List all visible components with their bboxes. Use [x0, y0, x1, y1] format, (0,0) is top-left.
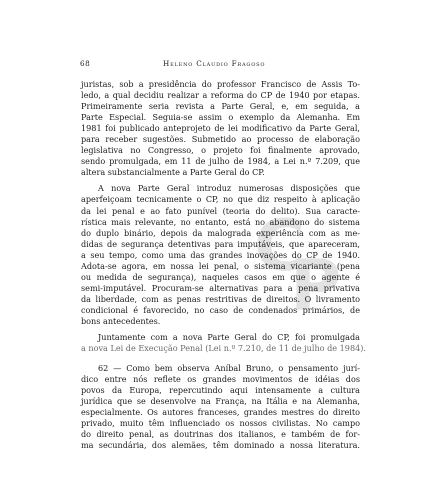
paragraph-execution-law [81, 332, 366, 354]
text-line: da lei penal e ao fato punível (teoria do delito). Sua caracte- [81, 205, 360, 216]
text-line: a seu tempo, como uma das grandes inovações do CP de 1940. [81, 249, 360, 260]
watermark-stamp: C P [254, 205, 342, 327]
text-line: Primeiramente seria revista a Parte Geral, e, em seguida, a [81, 101, 360, 112]
text-line: a nova Lei de Execução Penal (Lei n.º 7.210, de 11 de julho de 1984). [81, 343, 366, 354]
text-line: condicional é favorecido, no caso de condenados primários, de [81, 304, 360, 315]
text-line: 62 — Como bem observa Aníbal Bruno, o pensamento jurí- [98, 363, 360, 374]
text-line: para receber sugestões. Submetido ao processo de elaboração [81, 134, 360, 145]
text-line: ma secundária, dos alemães, têm dominado a nossa literatura. [81, 440, 360, 451]
text-line: semi-imputável. Procuram-se alternativas para a pena privativa [81, 282, 360, 293]
body-text [81, 79, 366, 452]
text-line: bons antecedentes. [81, 315, 161, 326]
text-line: juristas, sob a presidência do professor Francisco de Assis To- [81, 79, 360, 89]
page-number: 68 [80, 59, 91, 68]
text-line: legislativa no Congresso, o projeto foi finalmente aprovado, [81, 145, 360, 156]
text-line: didas de segurança detentivas para imputáveis, que apareceram, [81, 238, 360, 249]
text-line: do duplo binário, depois da malograda experiência com as me- [81, 227, 360, 238]
text-line: Parte Especial. Seguia-se assim o exemplo da Alemanha. Em [81, 112, 360, 123]
text-line: jurídica que se desenvolve na França, na Itália e na Alemanha, [81, 396, 360, 407]
text-line: aperfeiçoam tecnicamente o CP, no que diz respeito à aplicação [81, 194, 360, 205]
text-line: povos da Europa, repercutindo aqui intensamente a cultura [81, 385, 360, 396]
text-line: A nova Parte Geral introduz numerosas disposições que [98, 183, 360, 194]
text-line: privado, muito têm influenciado os nossos civilistas. No campo [81, 418, 360, 429]
page-header [80, 59, 360, 71]
text-line: especialmente. Os autores franceses, grandes mestres do direito [81, 407, 360, 418]
paragraph-reform-history [81, 79, 360, 178]
text-line: ledo, a qual decidiu realizar a reforma do CP de 1940 por etapas. [81, 90, 360, 101]
text-line: da liberdade, com as penas restritivas de direitos. O livramento [81, 293, 360, 304]
text-line: rística mais relevante, no entanto, está no abandono do sistema [81, 216, 360, 227]
running-head: Heleno Cláudio Fragoso [163, 59, 266, 68]
text-line: do direito penal, as doutrinas dos italianos, e também de for- [81, 429, 360, 440]
text-line: ou medida de segurança), naqueles casos em que o agente é [81, 271, 360, 282]
paragraph-new-general-part [81, 183, 360, 327]
paragraph-section-62 [81, 363, 360, 451]
text-line: dico entre nós reflete os grandes movimentos de idéias dos [81, 374, 360, 385]
text-line: Adota-se agora, em nossa lei penal, o sistema vicariante (pena [81, 260, 360, 271]
text-line: altera substancialmente a Parte Geral do CP. [81, 167, 265, 178]
text-line: Juntamente com a nova Parte Geral do CP, foi promulgada [98, 332, 360, 343]
text-line: 1981 foi publicado anteprojeto de lei modificativo da Parte Geral, [81, 123, 360, 134]
text-line: sendo promulgada, em 11 de julho de 1984, a Lei n.º 7.209, que [81, 156, 360, 167]
